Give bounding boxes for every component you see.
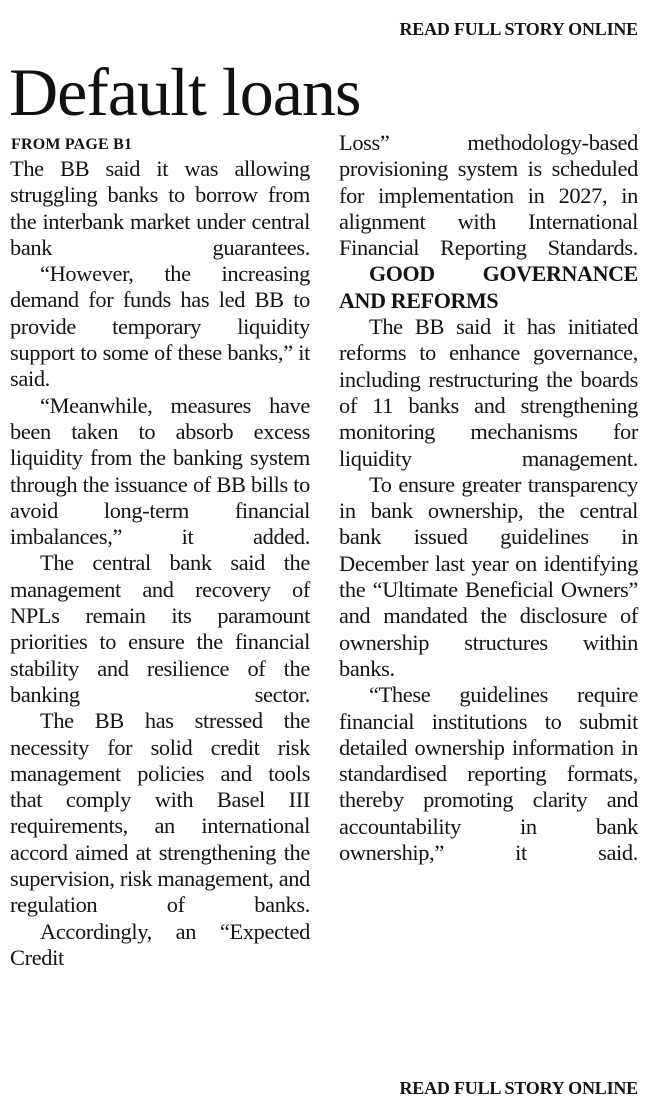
paragraph: To ensure greater transparency in bank ownership, the central bank issued guidelines in December last year on identifying the “Ultimate Beneficial Owners” and mandated the disclosure of ownership structures within banks. xyxy=(339,471,638,681)
dateline: FROM PAGE B1 xyxy=(11,136,133,153)
headline: Default loans xyxy=(9,54,361,130)
paragraph: The BB said it has initiated reforms to enhance governance, including restructuring the boards of 11 banks and strengthening monitoring mechanisms for liquidity management. xyxy=(339,314,638,471)
paragraph: The BB has stressed the necessity for solid credit risk management policies and tools that comply with Basel III requirements, an international accord aimed at strengthening the supervision, risk management, and regulation of banks. xyxy=(10,708,310,918)
paragraph: The central bank said the management and recovery of NPLs remain its paramount priorities to ensure the financial stability and resilience of the banking sector. xyxy=(10,550,310,707)
paragraph: The BB said it was allowing struggling banks to borrow from the interbank market under central bank guarantees. xyxy=(10,156,310,260)
subhead-line-2: AND REFORMS xyxy=(339,287,499,313)
paragraph-continued: Loss” methodology-based provisioning system is scheduled for implementation in 2027, in alignment with International Financial Reporting Standards. xyxy=(339,130,638,261)
article-column-right xyxy=(339,130,638,866)
paragraph: “Meanwhile, measures have been taken to absorb excess liquidity from the banking system through the issuance of BB bills to avoid long-term financial imbalances,” it added. xyxy=(10,392,310,550)
subhead xyxy=(339,261,638,314)
read-full-story-online-top[interactable]: READ FULL STORY ONLINE xyxy=(399,19,638,39)
paragraph: “These guidelines require financial institutions to submit detailed ownership information in standardised reporting formats, thereby promoting clarity and accountability in bank ownership,” it said. xyxy=(339,682,638,866)
article-column-left xyxy=(10,156,310,971)
paragraph: Accordingly, an “Expected Credit xyxy=(10,918,310,970)
subhead-line-1: GOOD GOVERNANCE xyxy=(369,261,638,287)
paragraph: “However, the increasing demand for funds has led BB to provide temporary liquidity support to some of these banks,” it said. xyxy=(10,261,310,392)
read-full-story-online-bottom[interactable]: READ FULL STORY ONLINE xyxy=(399,1078,638,1098)
